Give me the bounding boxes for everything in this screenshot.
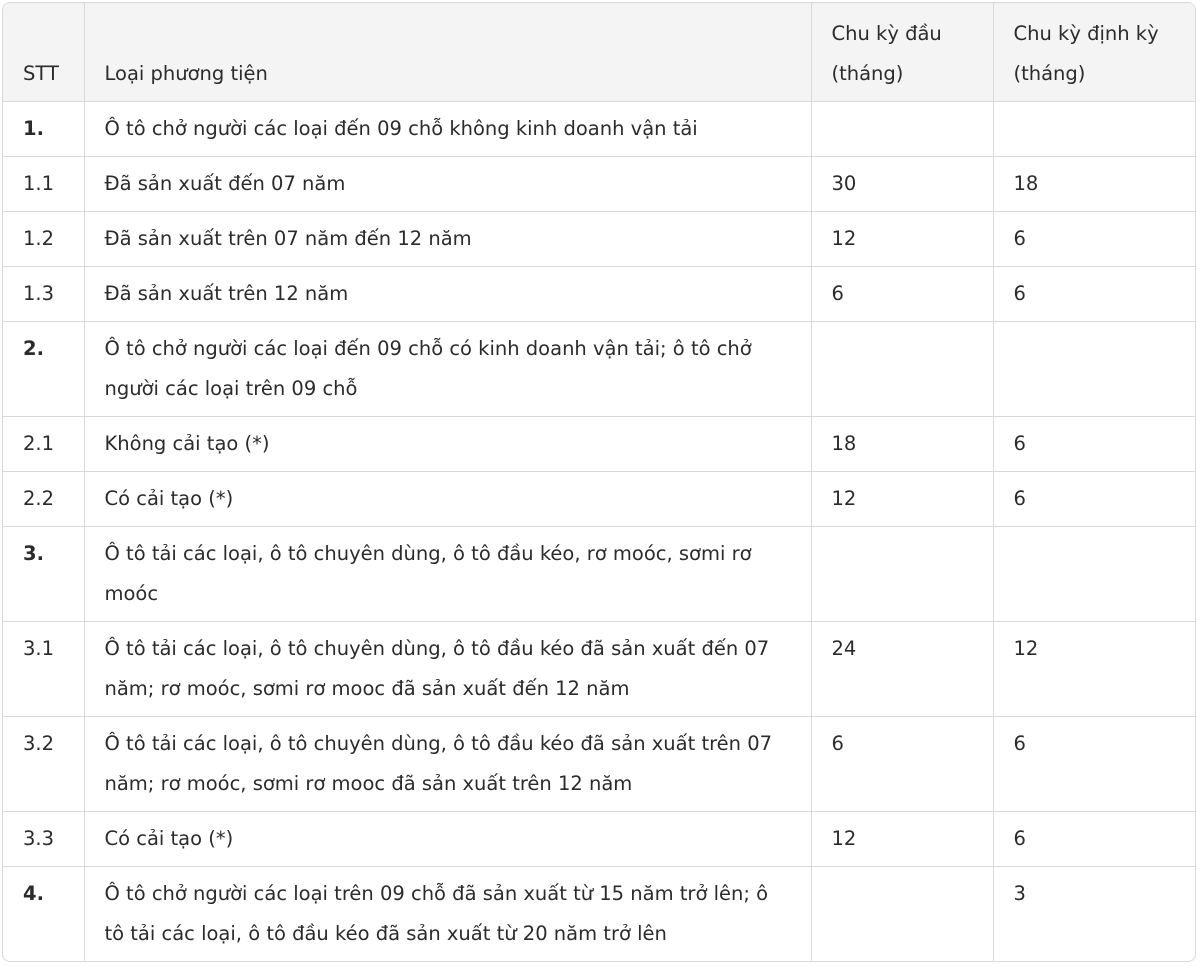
table-row — [3, 322, 1195, 417]
row-periodic-cycle: 6 — [993, 267, 1195, 322]
row-periodic-cycle: 6 — [993, 812, 1195, 867]
row-first-cycle — [811, 527, 993, 622]
row-stt: 1.3 — [3, 267, 84, 322]
inspection-cycle-table — [3, 3, 1195, 961]
row-vehicle-type: Có cải tạo (*) — [84, 812, 811, 867]
row-periodic-cycle: 3 — [1013, 882, 1026, 905]
row-vehicle-type: Không cải tạo (*) — [84, 417, 811, 472]
row-periodic-cycle: 18 — [993, 157, 1195, 212]
header-vehicle-type: Loại phương tiện — [84, 3, 811, 102]
row-periodic-cycle: 6 — [993, 717, 1195, 812]
header-row — [3, 3, 1195, 102]
row-periodic-cycle — [993, 322, 1195, 417]
row-vehicle-type: Đã sản xuất trên 07 năm đến 12 năm — [84, 212, 811, 267]
table-body — [3, 102, 1195, 962]
row-first-cycle — [811, 322, 993, 417]
table-row — [3, 812, 1195, 867]
row-first-cycle: 6 — [811, 267, 993, 322]
row-first-cycle: 18 — [811, 417, 993, 472]
row-stt: 2.1 — [3, 417, 84, 472]
row-first-cycle: 12 — [811, 212, 993, 267]
table-row — [3, 717, 1195, 812]
row-vehicle-type: Ô tô tải các loại, ô tô chuyên dùng, ô tô đầu kéo đã sản xuất trên 07 năm; rơ moóc, sơmi rơ mooc đã sản xuất trên 12 năm — [84, 717, 811, 812]
row-stt: 1. — [3, 102, 84, 157]
row-first-cycle — [811, 102, 993, 157]
row-vehicle-type: Có cải tạo (*) — [84, 472, 811, 527]
row-vehicle-type: Ô tô chở người các loại đến 09 chỗ không kinh doanh vận tải — [84, 102, 811, 157]
row-stt: 1.1 — [3, 157, 84, 212]
row-vehicle-type: Ô tô chở người các loại trên 09 chỗ đã sản xuất từ 15 năm trở lên; ô tô tải các loại, ô tô đầu kéo đã sản xuất từ 20 năm trở lên — [84, 867, 811, 962]
row-vehicle-type: Đã sản xuất đến 07 năm — [84, 157, 811, 212]
row-periodic-cycle — [993, 102, 1195, 157]
inspection-cycle-table-container — [2, 2, 1196, 962]
row-periodic-cycle: 12 — [993, 622, 1195, 717]
row-stt: 3. — [3, 527, 84, 622]
header-first-cycle: Chu kỳ đầu (tháng) — [811, 3, 993, 102]
row-first-cycle: 6 — [811, 717, 993, 812]
table-row — [3, 527, 1195, 622]
row-stt: 2. — [3, 322, 84, 417]
table-row — [3, 157, 1195, 212]
row-first-cycle: 12 — [811, 472, 993, 527]
row-stt: 3.2 — [3, 717, 84, 812]
table-row — [3, 472, 1195, 527]
table-row — [3, 267, 1195, 322]
row-vehicle-type: Ô tô tải các loại, ô tô chuyên dùng, ô tô đầu kéo, rơ moóc, sơmi rơ moóc — [84, 527, 811, 622]
row-periodic-cycle: 6 — [993, 472, 1195, 527]
row-stt: 3.1 — [3, 622, 84, 717]
row-periodic-cycle — [993, 527, 1195, 622]
table-row — [3, 867, 1195, 962]
row-first-cycle: 24 — [811, 622, 993, 717]
table-row — [3, 212, 1195, 267]
row-first-cycle — [811, 867, 993, 962]
table-row — [3, 622, 1195, 717]
table-row — [3, 417, 1195, 472]
row-first-cycle: 30 — [811, 157, 993, 212]
row-first-cycle: 12 — [811, 812, 993, 867]
row-stt: 2.2 — [3, 472, 84, 527]
header-periodic-cycle: Chu kỳ định kỳ (tháng) — [993, 3, 1195, 102]
row-stt: 1.2 — [3, 212, 84, 267]
table-header — [3, 3, 1195, 102]
row-stt: 3.3 — [3, 812, 84, 867]
table-row — [3, 102, 1195, 157]
row-stt: 4. — [3, 867, 84, 962]
row-vehicle-type: Đã sản xuất trên 12 năm — [84, 267, 811, 322]
row-vehicle-type: Ô tô chở người các loại đến 09 chỗ có kinh doanh vận tải; ô tô chở người các loại trên 09 chỗ — [84, 322, 811, 417]
row-periodic-cycle: 6 — [993, 212, 1195, 267]
header-stt: STT — [3, 3, 84, 102]
row-vehicle-type: Ô tô tải các loại, ô tô chuyên dùng, ô tô đầu kéo đã sản xuất đến 07 năm; rơ moóc, sơmi rơ mooc đã sản xuất đến 12 năm — [84, 622, 811, 717]
row-periodic-cycle: 6 — [993, 417, 1195, 472]
